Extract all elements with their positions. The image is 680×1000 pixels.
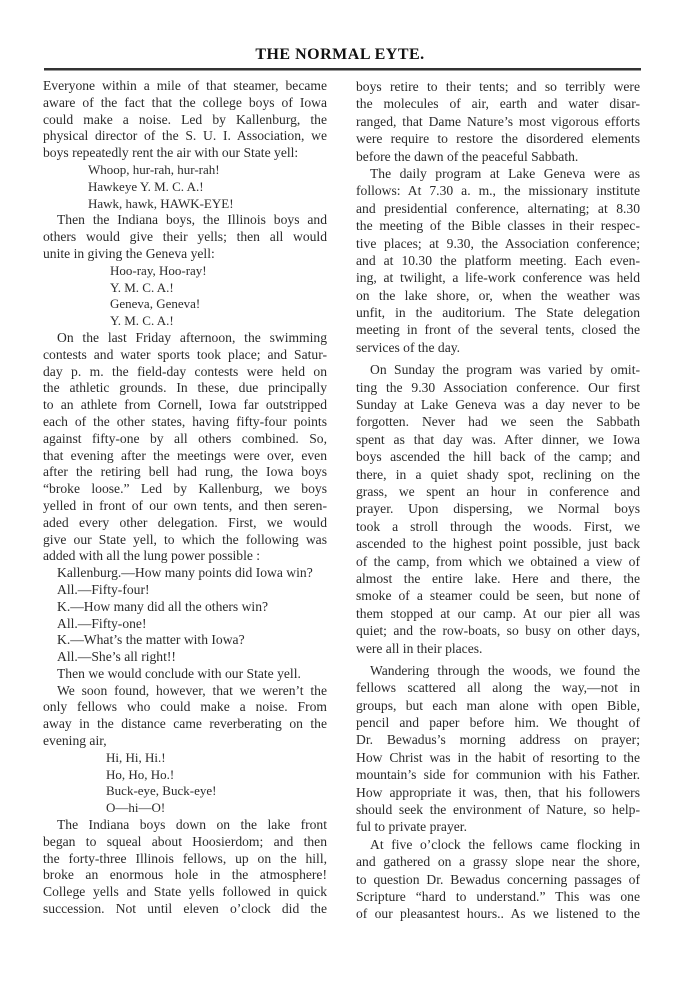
paragraph xyxy=(43,212,327,262)
text-line: Then the Indiana boys, the Illinois boys and xyxy=(57,212,327,228)
text-line: of the camp, from which we obtained a view of xyxy=(356,553,640,569)
text-line: The daily program at Lake Geneva were as xyxy=(370,165,640,181)
paragraph xyxy=(356,836,640,923)
text-line: prayer. Upon dispersing, we Normal boys xyxy=(356,501,640,517)
paragraph xyxy=(356,165,640,356)
verse-line: Y. M. C. A.! xyxy=(110,279,174,295)
text-line: and at 10.30 the platform meeting. Each even- xyxy=(356,252,640,268)
text-line: pencil and paper before him. We thought of xyxy=(356,715,640,731)
text-line: Sunday at Lake Geneva was a day never to be xyxy=(356,397,640,413)
text-line: meeting in front of the several tents, closed the xyxy=(356,322,640,338)
text-line: others would give their yells; then all would xyxy=(43,229,327,245)
text-line: the molecules of air, earth and water disar- xyxy=(356,96,640,112)
text-line: the athletic grounds. In these, due principally xyxy=(43,380,327,396)
text-line: evening air, xyxy=(43,733,107,749)
verse-line: Y. M. C. A.! xyxy=(110,313,174,329)
text-line: away in the distance came reverberating on the xyxy=(43,716,327,732)
verse-line: Hi, Hi, Hi.! xyxy=(106,749,166,765)
verse-line: Hawk, hawk, HAWK-EYE! xyxy=(88,195,234,211)
text-line: were require to restore the disordered elements xyxy=(356,131,640,147)
yell-verse xyxy=(43,162,327,212)
text-line: tive places; at 9.30, the Association conference; xyxy=(356,235,640,251)
text-line: succession. Not until eleven o’clock did the xyxy=(43,901,327,917)
text-line: forgotten. Never had we seen the Sabbath xyxy=(356,414,640,430)
text-line: almost the entire lake. Here and there, the xyxy=(356,570,640,586)
text-line: ting the 9.30 Association conference. Our first xyxy=(356,379,640,395)
text-line: College yells and State yells followed in quick xyxy=(43,884,327,900)
text-column-left xyxy=(43,78,327,918)
text-line: day p. m. the field-day contests were held on xyxy=(43,363,327,379)
verse-line: Ho, Ho, Ho.! xyxy=(106,766,175,782)
text-line: How appropriate it was, then, that his followers xyxy=(356,784,640,800)
text-line: ing, at twilight, a life-work conference was held xyxy=(356,270,640,286)
page-header-title: THE NORMAL EYTE. xyxy=(255,46,425,63)
text-line: the forty-three Illinois fellows, up on the hill, xyxy=(43,850,327,866)
text-line: quiet; and the row-boats, so busy on other days, xyxy=(356,623,640,639)
text-line: boys ascended the hill back of the camp; and xyxy=(356,449,640,465)
text-line: on the lake shore, or, when the weather was xyxy=(356,287,640,303)
text-line: contests and water sports took place; and Satur- xyxy=(43,346,327,362)
header-rule xyxy=(44,68,641,71)
text-line: each of the other states, having fifty-four points xyxy=(43,413,327,429)
text-line: broke an enormous hole in the atmosphere! xyxy=(43,867,327,883)
text-line: On the last Friday afternoon, the swimming xyxy=(57,329,327,345)
text-line: only fellows who could make a noise. From xyxy=(43,699,327,715)
text-column-right xyxy=(356,78,640,923)
text-line: aware of the fact that the college boys of Iowa xyxy=(43,94,327,110)
text-line: to an athlete from Cornell, Iowa far outstripped xyxy=(43,397,327,413)
text-line: and gathered on a grassy slope near the shore, xyxy=(356,854,640,870)
paragraph xyxy=(43,683,327,750)
text-line: spent as that day was. After dinner, we Iowa xyxy=(356,431,640,447)
text-line: could make a noise. Led by Kallenburg, the xyxy=(43,111,327,127)
text-line: should seek the environment of Nature, so help- xyxy=(356,802,640,818)
verse-line: Buck-eye, Buck-eye! xyxy=(106,783,217,799)
verse-line: Whoop, hur-rah, hur-rah! xyxy=(88,161,220,177)
paragraph xyxy=(356,78,640,165)
text-line: Everyone within a mile of that steamer, became xyxy=(43,78,327,93)
text-line: ranged, that Dame Nature’s most vigorous efforts xyxy=(356,113,640,129)
text-line: All.—Fifty-one! xyxy=(57,615,147,631)
text-line: them stopped at our camp. At our pier all was xyxy=(356,605,640,621)
text-line: Wandering through the woods, we found the xyxy=(370,662,640,678)
text-line: Dr. Bewadus’s morning address on prayer; xyxy=(356,732,640,748)
text-line: “broke loose.” Led by Kallenburg, we boys xyxy=(43,481,327,497)
text-line: groups, but each man alone with open Bible, xyxy=(356,697,640,713)
text-line: ascended to the highest point possible, just back xyxy=(356,536,640,552)
text-line: the meeting of the Bible classes in their respec- xyxy=(356,218,640,234)
paragraph xyxy=(43,666,327,683)
paragraph xyxy=(356,657,640,836)
text-line: Scripture “hard to understand.” This was one xyxy=(356,888,640,904)
text-line: Kallenburg.—How many points did Iowa win? xyxy=(57,565,313,581)
text-line: give our State yell, to which the following was xyxy=(43,531,327,547)
text-line: of our pleasantest hours.. As we listened to the xyxy=(356,906,640,922)
text-line: We soon found, however, that we weren’t the xyxy=(57,682,327,698)
verse-line: Geneva, Geneva! xyxy=(110,296,201,312)
text-line: took a stroll through the woods. First, we xyxy=(356,518,640,534)
text-line: smoke of a steamer could be seen, but none of xyxy=(356,588,640,604)
text-line: Then we would conclude with our State yell. xyxy=(57,665,301,681)
dialogue-block xyxy=(43,565,327,666)
text-line: and presidential conference, alternating; at 8.30 xyxy=(356,200,640,216)
text-line: began to squeal about Hoosierdom; and then xyxy=(43,833,327,849)
text-line: against fifty-one by all others combined. So, xyxy=(43,430,327,446)
yell-verse xyxy=(43,750,327,817)
text-line: there, in a quiet shady spot, reclining on the xyxy=(356,466,640,482)
text-line: K.—What’s the matter with Iowa? xyxy=(57,632,245,648)
text-line: The Indiana boys down on the lake front xyxy=(57,817,327,833)
text-line: were all in their places. xyxy=(356,640,483,656)
verse-line: O—hi—O! xyxy=(106,800,166,816)
text-line: services of the day. xyxy=(356,339,461,355)
text-line: All.—Fifty-four! xyxy=(57,581,150,597)
text-line: physical director of the S. U. I. Association, we xyxy=(43,128,327,144)
text-line: How Christ was in the habit of resorting to the xyxy=(356,749,640,765)
text-line: At five o’clock the fellows came flocking in xyxy=(370,836,640,852)
text-line: added with all the lung power possible : xyxy=(43,548,261,564)
text-line: boys repeatedly rent the air with our State yell: xyxy=(43,145,299,161)
text-line: K.—How many did all the others win? xyxy=(57,598,269,614)
paragraph xyxy=(43,817,327,918)
text-line: that evening after the meetings were over, even xyxy=(43,447,327,463)
text-line: mountain’s side for communion with his Father. xyxy=(356,767,640,783)
text-line: unfit, in the auditorium. The State delegation xyxy=(356,305,640,321)
text-line: yelled in front of our own tents, and then seren- xyxy=(43,497,327,513)
text-line: fellows scattered all along the way,—not in xyxy=(356,680,640,696)
text-line: ful to private prayer. xyxy=(356,819,467,835)
text-line: On Sunday the program was varied by omit- xyxy=(370,362,640,378)
yell-verse xyxy=(43,263,327,330)
text-line: All.—She’s all right!! xyxy=(57,649,176,665)
text-line: before the dawn of the peaceful Sabbath. xyxy=(356,148,579,164)
text-line: after the retiring bell had rung, the Iowa boys xyxy=(43,464,327,480)
text-line: aded every other delegation. First, we would xyxy=(43,514,327,530)
text-line: grass, we spent an hour in conference and xyxy=(356,483,640,499)
text-line: boys retire to their tents; and so terribly were xyxy=(356,79,640,94)
text-line: unite in giving the Geneva yell: xyxy=(43,245,215,261)
paragraph xyxy=(356,356,640,657)
paragraph xyxy=(43,78,327,162)
paragraph xyxy=(43,330,327,565)
text-line: follows: At 7.30 a. m., the missionary institute xyxy=(356,183,640,199)
verse-line: Hoo-ray, Hoo-ray! xyxy=(110,262,207,278)
verse-line: Hawkeye Y. M. C. A.! xyxy=(88,178,204,194)
text-line: to question Dr. Bewadus concerning passages of xyxy=(356,871,640,887)
